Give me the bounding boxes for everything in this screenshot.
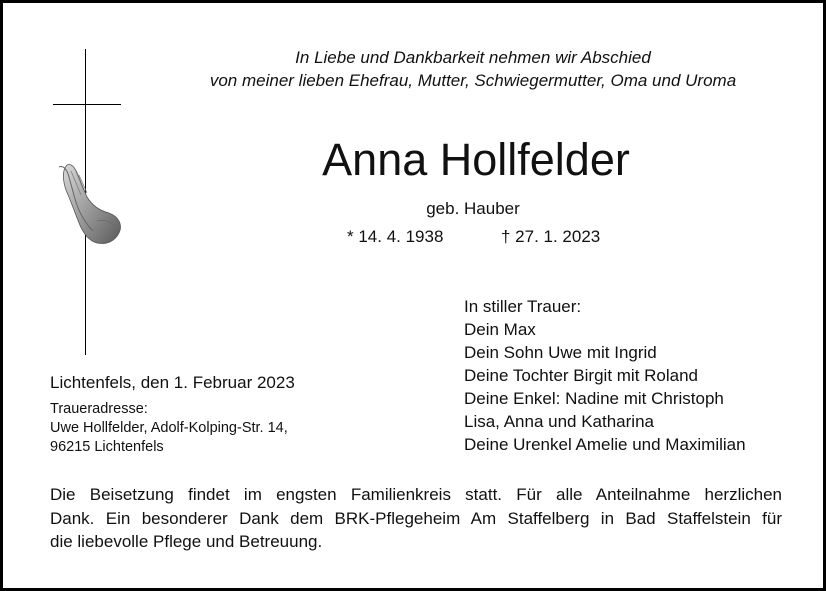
mourners-list — [464, 295, 746, 456]
place-date: Lichtenfels, den 1. Februar 2023 — [50, 373, 295, 392]
intro-line-1: In Liebe und Dankbarkeit nehmen wir Abschied — [295, 48, 651, 67]
maiden-name: geb. Hauber — [426, 199, 520, 218]
deceased-name: Anna Hollfelder — [322, 134, 630, 185]
closing-line-1: Die Beisetzung findet im engsten Familienkreis statt. Für alle Anteilnahme herzlichen — [50, 485, 782, 504]
address-line-1: Uwe Hollfelder, Adolf-Kolping-Str. 14, — [50, 420, 288, 436]
cross-bar — [53, 104, 121, 105]
address-line-2: 96215 Lichtenfels — [50, 439, 164, 455]
address-label: Traueradresse: — [50, 401, 148, 417]
birth-date: * 14. 4. 1938 — [347, 227, 444, 246]
mourner-line: Deine Urenkel Amelie und Maximilian — [464, 435, 746, 454]
intro-text — [153, 46, 793, 92]
praying-hands-icon — [53, 161, 125, 247]
closing-text — [50, 483, 782, 554]
closing-line-2: Dank. Ein besonderer Dank dem BRK-Pflegeheim Am Staffelberg in Bad Staffelstein für — [50, 508, 782, 528]
death-date: † 27. 1. 2023 — [501, 227, 601, 246]
mourners-heading: In stiller Trauer: — [464, 297, 582, 316]
mourner-line: Dein Max — [464, 320, 536, 339]
closing-line-3: die liebevolle Pflege und Betreuung. — [50, 532, 323, 551]
mourner-line: Deine Enkel: Nadine mit Christoph — [464, 389, 724, 408]
mourner-line: Deine Tochter Birgit mit Roland — [464, 366, 699, 385]
intro-line-2: von meiner lieben Ehefrau, Mutter, Schwiegermutter, Oma und Uroma — [209, 71, 737, 90]
mourning-address — [50, 400, 288, 457]
mourner-line: Lisa, Anna und Katharina — [464, 412, 654, 431]
mourner-line: Dein Sohn Uwe mit Ingrid — [464, 343, 657, 362]
